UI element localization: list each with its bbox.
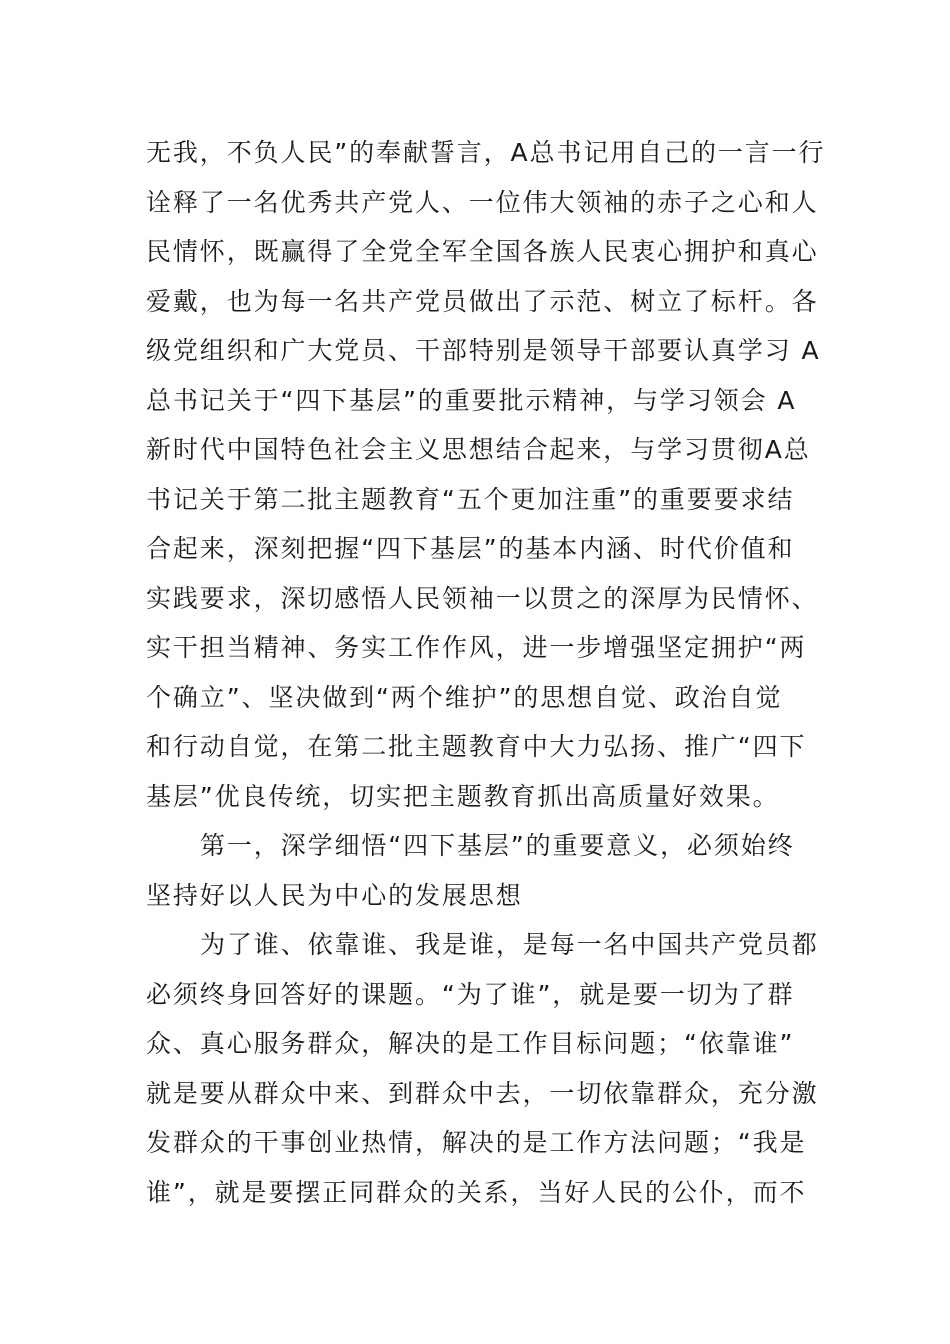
text-line: 必须终身回答好的课题。“为了谁”，就是要一切为了群 <box>146 979 795 1009</box>
text-line: 爱戴，也为每一名共产党员做出了示范、树立了标杆。各 <box>146 286 819 316</box>
text-line: 基层”优良传统，切实把主题教育抓出高质量好效果。 <box>146 781 780 811</box>
text-line: 实干担当精神、务实工作作风，进一步增强坚定拥护“两 <box>146 633 807 662</box>
text-line: 总书记关于“四下基层”的重要批示精神，与学习领会 A <box>146 385 797 415</box>
text-line: 级党组织和广大党员、干部特别是领导干部要认真学习 A <box>146 336 821 365</box>
text-line: 无我，不负人民”的奉献誓言，A总书记用自己的一言一行 <box>146 138 826 167</box>
text-line: 诠释了一名优秀共产党人、一位伟大领袖的赤子之心和人 <box>146 187 819 217</box>
text-line: 新时代中国特色社会主义思想结合起来，与学习贯彻A总 <box>146 435 811 464</box>
text-line: 书记关于第二批主题教育“五个更加注重”的重要要求结 <box>146 484 795 514</box>
body-text <box>146 128 826 1217</box>
section-heading-line: 坚持好以人民为中心的发展思想 <box>146 880 523 910</box>
text-line: 合起来，深刻把握“四下基层”的基本内涵、时代价值和 <box>146 534 795 563</box>
text-line: 民情怀，既赢得了全党全军全国各族人民衷心拥护和真心 <box>146 237 819 266</box>
text-line: 谁”，就是要摆正同群众的关系，当好人民的公仆，而不 <box>146 1177 807 1207</box>
text-line: 众、真心服务群众，解决的是工作目标问题；“依靠谁” <box>146 1029 795 1058</box>
section-heading-line: 第一，深学细悟“四下基层”的重要意义，必须始终 <box>200 831 795 860</box>
text-line: 发群众的干事创业热情，解决的是工作方法问题；“我是 <box>146 1128 807 1157</box>
text-line: 为了谁、依靠谁、我是谁，是每一名中国共产党员都 <box>200 930 819 959</box>
text-line: 和行动自觉，在第二批主题教育中大力弘扬、推广“四下 <box>146 732 807 761</box>
text-line: 就是要从群众中来、到群众中去，一切依靠群众，充分激 <box>146 1078 819 1108</box>
text-line: 实践要求，深切感悟人民领袖一以贯之的深厚为民情怀、 <box>146 583 819 613</box>
text-line: 个确立”、坚决做到“两个维护”的思想自觉、政治自觉 <box>146 682 783 712</box>
